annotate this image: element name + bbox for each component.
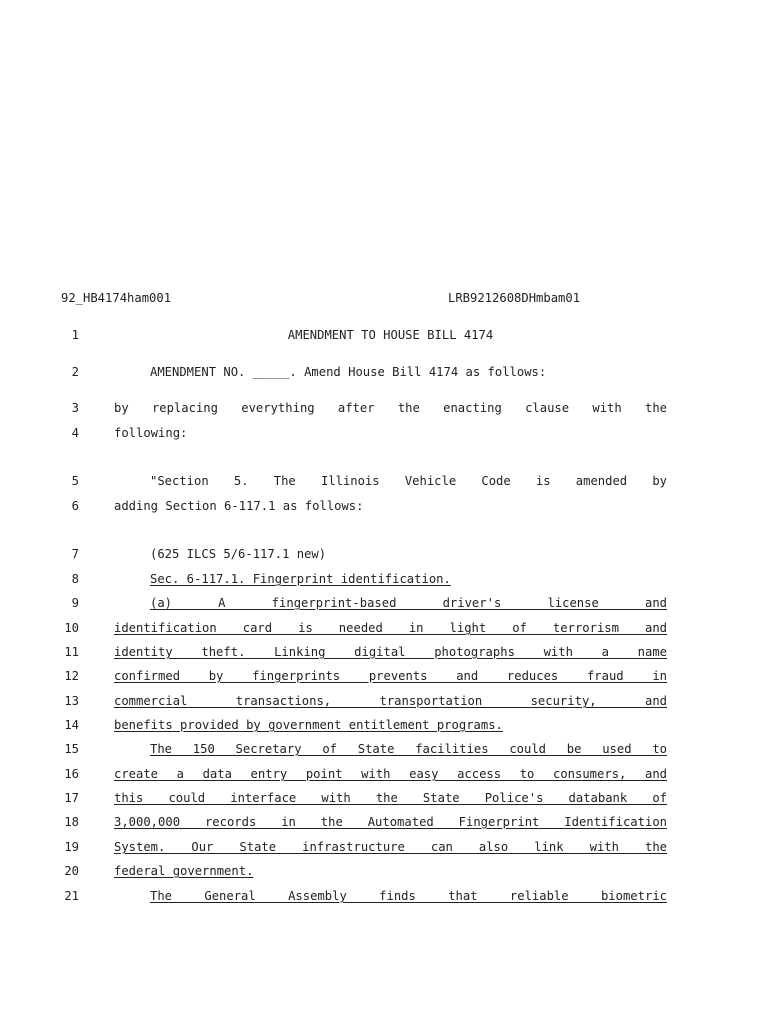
lrb-number: LRB9212608DHmbam01 bbox=[448, 291, 581, 305]
amendment-number-line: AMENDMENT NO. _____. Amend House Bill 4174 as follows: bbox=[150, 365, 547, 379]
line-number: 18 bbox=[64, 815, 79, 829]
line-number: 9 bbox=[71, 596, 79, 610]
line-number: 3 bbox=[71, 401, 79, 415]
text-line bbox=[0, 426, 770, 442]
underlined-text: confirmed by fingerprints prevents and reduces fraud in bbox=[114, 669, 667, 683]
underlined-text: The 150 Secretary of State facilities could be used to bbox=[150, 742, 667, 756]
document-id: 92_HB4174ham001 bbox=[61, 291, 172, 305]
text-line bbox=[0, 621, 770, 637]
underlined-text: Sec. 6-117.1. Fingerprint identification. bbox=[150, 572, 451, 586]
section-heading bbox=[114, 572, 667, 586]
underlined-text: System. Our State infrastructure can also link with the bbox=[114, 840, 667, 854]
source-citation: (625 ILCS 5/6-117.1 new) bbox=[150, 547, 327, 561]
line-number: 14 bbox=[64, 718, 79, 732]
text-line bbox=[0, 499, 770, 515]
line-text: by replacing everything after the enacting clause with the bbox=[114, 401, 667, 415]
line-number: 20 bbox=[64, 864, 79, 878]
text-line bbox=[0, 742, 770, 758]
underlined-text: identification card is needed in light of terrorism and bbox=[114, 621, 667, 635]
line-text: adding Section 6-117.1 as follows: bbox=[114, 499, 364, 513]
line-number: 7 bbox=[71, 547, 79, 561]
text-line bbox=[0, 547, 770, 563]
line-number: 17 bbox=[64, 791, 79, 805]
text-line bbox=[0, 401, 770, 417]
text-line bbox=[0, 889, 770, 905]
text-line bbox=[0, 474, 770, 490]
underlined-text: this could interface with the State Police's databank of bbox=[114, 791, 667, 805]
line-number: 21 bbox=[64, 889, 79, 903]
underlined-text: (a) A fingerprint-based driver's license and bbox=[150, 596, 667, 610]
line-number: 5 bbox=[71, 474, 79, 488]
line-text bbox=[114, 864, 667, 878]
amendment-title: AMENDMENT TO HOUSE BILL 4174 bbox=[287, 328, 494, 342]
line-number: 13 bbox=[64, 694, 79, 708]
underlined-text: The General Assembly finds that reliable biometric bbox=[150, 889, 667, 903]
line-number: 12 bbox=[64, 669, 79, 683]
line-number: 6 bbox=[71, 499, 79, 513]
text-line bbox=[0, 791, 770, 807]
line-number: 11 bbox=[64, 645, 79, 659]
line-number: 15 bbox=[64, 742, 79, 756]
text-line bbox=[0, 596, 770, 612]
text-line bbox=[0, 328, 770, 344]
text-line bbox=[0, 572, 770, 588]
line-text: "Section 5. The Illinois Vehicle Code is amended by bbox=[150, 474, 667, 488]
page-header bbox=[0, 291, 770, 307]
line-number: 19 bbox=[64, 840, 79, 854]
line-number: 4 bbox=[71, 426, 79, 440]
text-line bbox=[0, 840, 770, 856]
line-number: 8 bbox=[71, 572, 79, 586]
underlined-text: 3,000,000 records in the Automated Fingerprint Identification bbox=[114, 815, 667, 829]
underlined-text: identity theft. Linking digital photographs with a name bbox=[114, 645, 667, 659]
text-line bbox=[0, 669, 770, 685]
text-line bbox=[0, 767, 770, 783]
text-line bbox=[0, 718, 770, 734]
text-line bbox=[0, 365, 770, 381]
underlined-text: federal government. bbox=[114, 864, 254, 878]
underlined-text: commercial transactions, transportation security, and bbox=[114, 694, 667, 708]
text-line bbox=[0, 694, 770, 710]
line-text: following: bbox=[114, 426, 188, 440]
line-text bbox=[114, 718, 667, 732]
text-line bbox=[0, 864, 770, 880]
line-number: 2 bbox=[71, 365, 79, 379]
underlined-text: benefits provided by government entitlement programs. bbox=[114, 718, 503, 732]
line-number: 10 bbox=[64, 621, 79, 635]
text-line bbox=[0, 645, 770, 661]
line-number: 1 bbox=[71, 328, 79, 342]
underlined-text: create a data entry point with easy access to consumers, and bbox=[114, 767, 667, 781]
text-line bbox=[0, 815, 770, 831]
line-number: 16 bbox=[64, 767, 79, 781]
